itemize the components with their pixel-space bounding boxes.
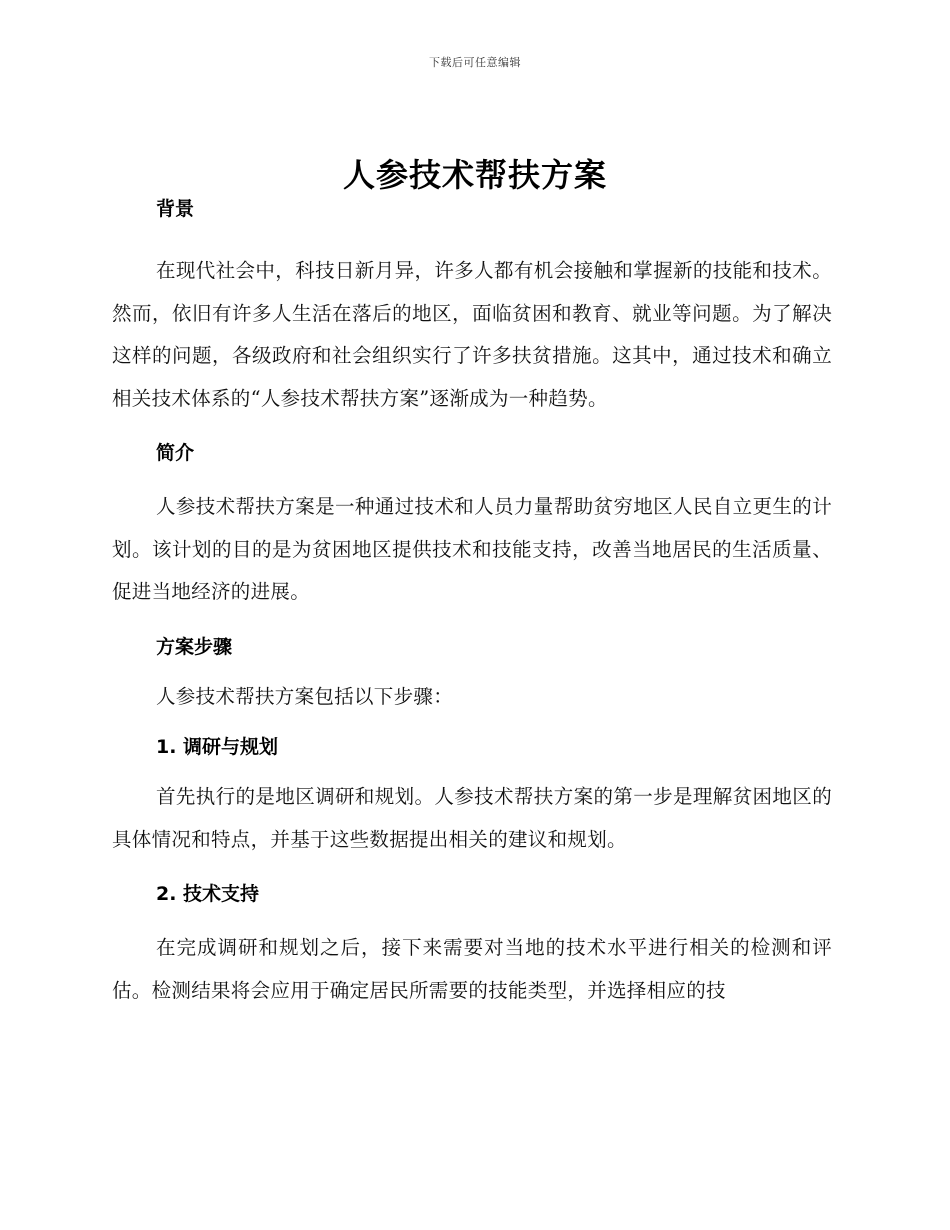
heading-background: 背景	[156, 198, 195, 220]
document-body	[112, 196, 832, 1012]
header-note: 下载后可任意编辑	[429, 56, 521, 69]
paragraph-steps: 人参技术帮扶方案包括以下步骤：	[156, 684, 454, 708]
heading-step-2: 2. 技术支持	[156, 883, 260, 905]
paragraph-step-2: 在完成调研和规划之后，接下来需要对当地的技术水平进行相关的检测和评估。检测结果将会应用于确定居民所需要的技能类型，并选择相应的技	[112, 936, 832, 1002]
paragraph-intro: 人参技术帮扶方案是一种通过技术和人员力量帮助贫穷地区人民自立更生的计划。该计划的目的是为贫困地区提供技术和技能支持，改善当地居民的生活质量、促进当地经济的进展。	[112, 495, 832, 603]
paragraph-background: 在现代社会中，科技日新月异，许多人都有机会接触和掌握新的技能和技术。然而，依旧有许多人生活在落后的地区，面临贫困和教育、就业等问题。为了解决这样的问题，各级政府和社会组织实行了许多扶贫措施。这其中，通过技术和确立相关技术体系的“人参技术帮扶方案”逐渐成为一种趋势。	[112, 259, 832, 410]
heading-intro: 简介	[156, 442, 195, 464]
paragraph-step-1: 首先执行的是地区调研和规划。人参技术帮扶方案的第一步是理解贫困地区的具体情况和特点，并基于这些数据提出相关的建议和规划。	[112, 785, 832, 851]
heading-step-1: 1. 调研与规划	[156, 736, 279, 758]
heading-steps: 方案步骤	[156, 635, 233, 658]
document-title: 人参技术帮扶方案	[342, 156, 607, 194]
